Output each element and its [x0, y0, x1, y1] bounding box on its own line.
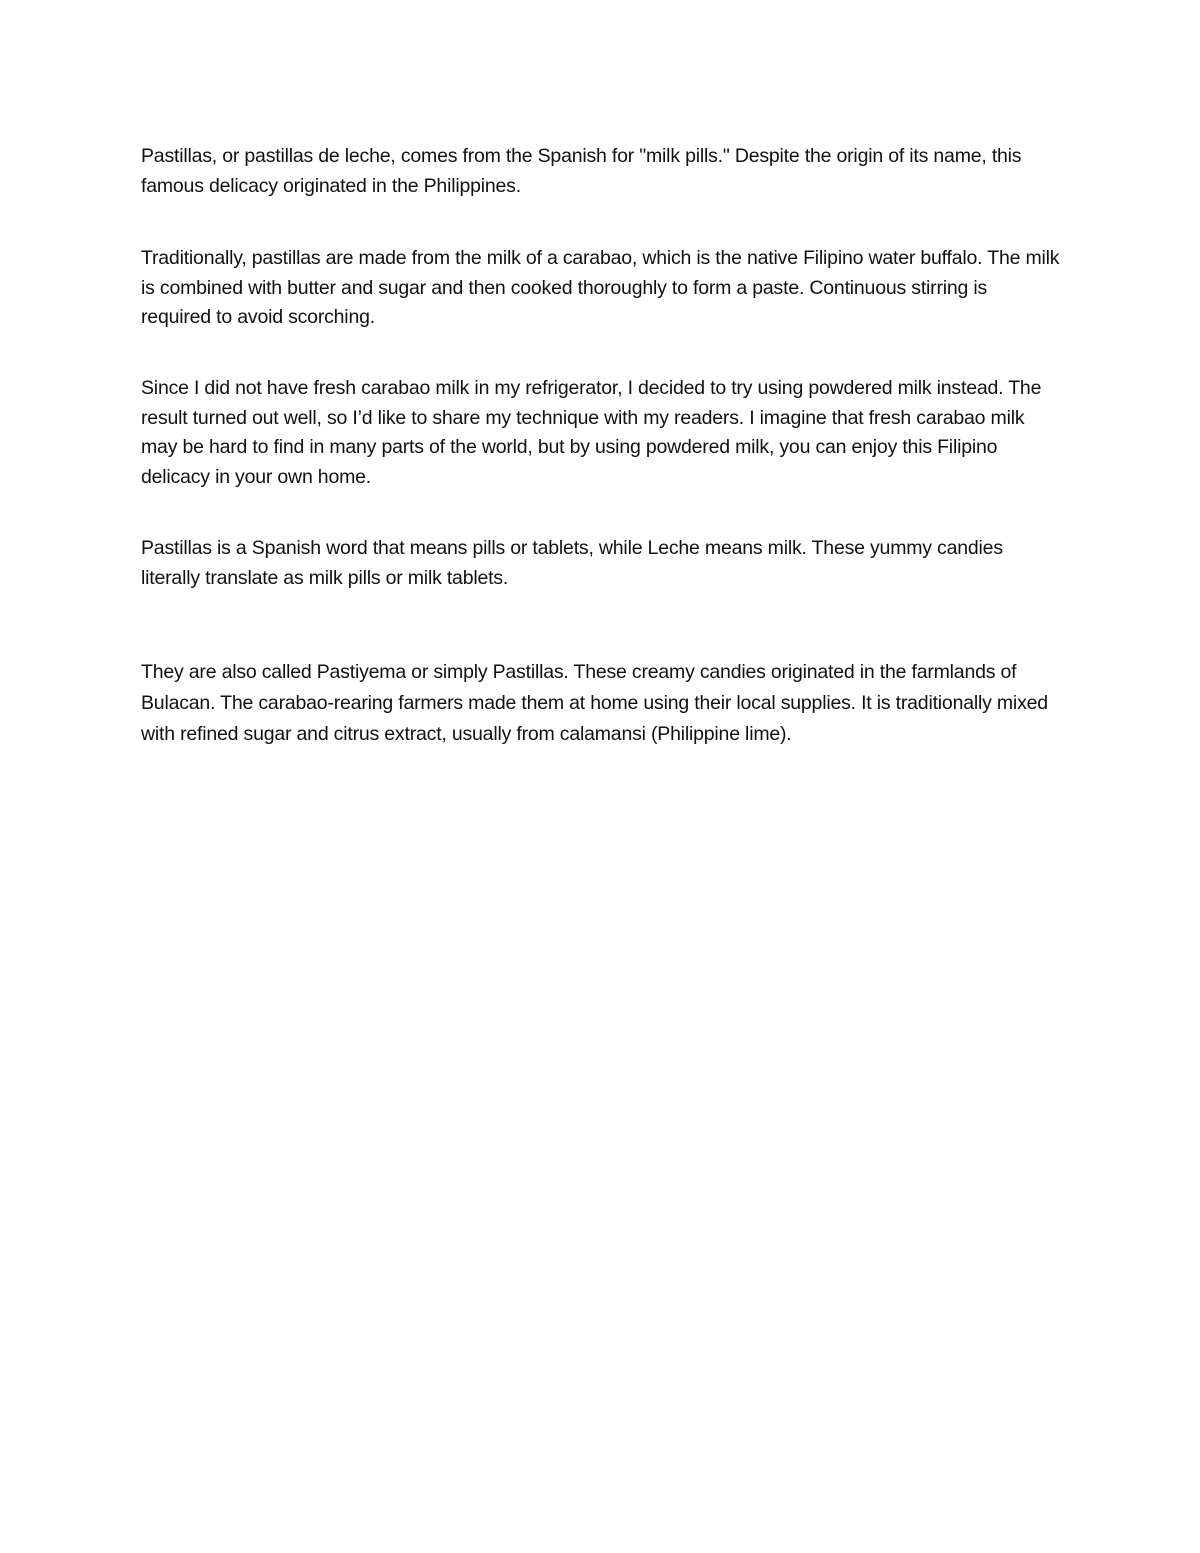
paragraph-traditional-preparation: Traditionally, pastillas are made from the milk of a carabao, which is the native Filipino water buffalo. The milk is combined with butter and sugar and then cooked thoroughly to form a paste. Continuous stirring is required to avoid scorching. — [141, 247, 1060, 328]
paragraph-word-meaning: Pastillas is a Spanish word that means pills or tablets, while Leche means milk. These yummy candies literally translate as milk pills or milk tablets. — [141, 537, 1003, 589]
paragraph-origin: Pastillas, or pastillas de leche, comes from the Spanish for "milk pills." Despite the origin of its name, this famous delicacy originated in the Philippines. — [141, 145, 1022, 197]
paragraph-bulacan-origin: They are also called Pastiyema or simply Pastillas. These creamy candies originated in the farmlands of Bulacan. The carabao-rearing farmers made them at home using their local supplies. It is traditionally mixed with refined sugar and citrus extract, usually from calamansi (Philippine lime). — [141, 661, 1048, 745]
paragraph-powdered-milk: Since I did not have fresh carabao milk in my refrigerator, I decided to try using powdered milk instead. The result turned out well, so I’d like to share my technique with my readers. I imagine that fresh carabao milk may be hard to find in many parts of the world, but by using powdered milk, you can enjoy this Filipino delicacy in your own home. — [141, 377, 1042, 488]
